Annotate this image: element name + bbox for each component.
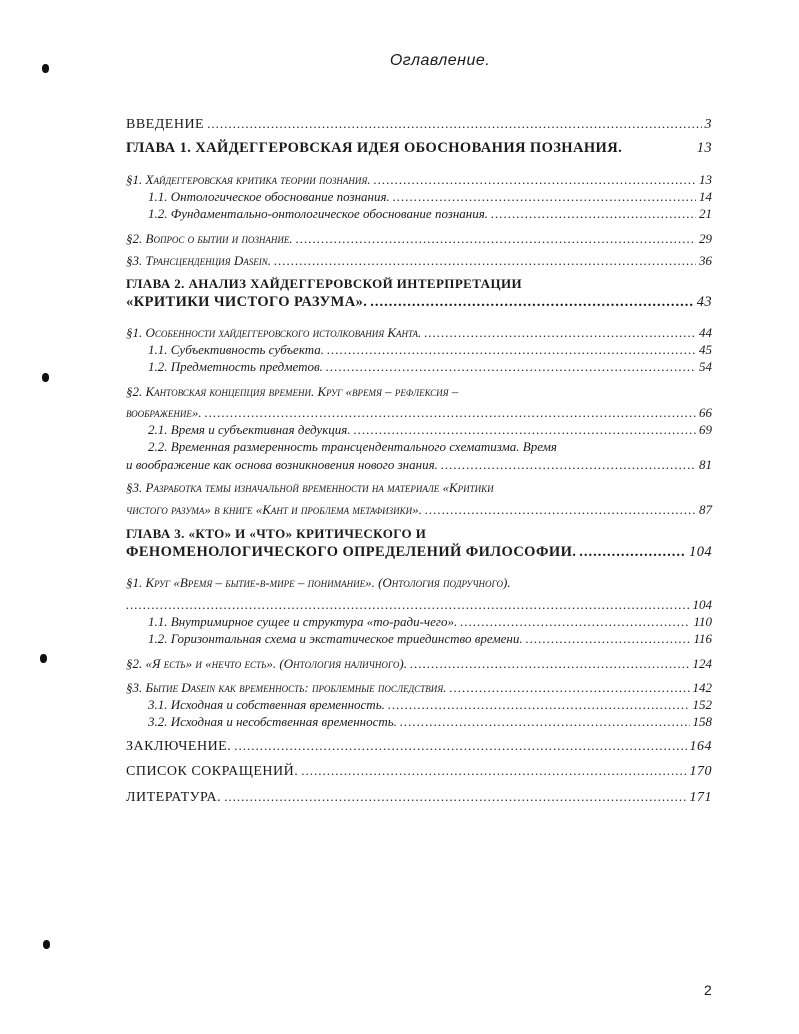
page-number: 2 — [704, 982, 712, 998]
page-ref: 104 — [689, 544, 712, 560]
toc-entry-section-title[interactable]: §1. Круг «Время – бытие-в-мире – понимание». (Онтология подручного). — [126, 575, 511, 590]
binder-hole-mark — [42, 373, 49, 382]
page-ref: 29 — [699, 231, 712, 246]
toc-entry-chapter-3-title[interactable]: ГЛАВА 3. «КТО» И «ЧТО» КРИТИЧЕСКОГО И — [126, 526, 427, 541]
toc-entry-subsection[interactable]: 1.2. Фундаментально-онтологическое обоснование познания. ..... 21 — [126, 206, 712, 222]
toc-entry-section[interactable]: §1. Особенности хайдеггеровского истолкования Канта. ..... 44 — [126, 325, 712, 341]
toc-entry-section[interactable]: §2. Вопрос о бытии и познание. ..... 29 — [126, 231, 712, 247]
page-ref: 116 — [693, 631, 712, 646]
toc-entry-chapter-3[interactable]: ФЕНОМЕНОЛОГИЧЕСКОГО ОПРЕДЕЛЕНИЙ ФИЛОСОФИИ. ..... 104 — [126, 544, 712, 560]
toc-entry-chapter-1[interactable]: ГЛАВА 1. ХАЙДЕГГЕРОВСКАЯ ИДЕЯ ОБОСНОВАНИЯ ПОЗНАНИЯ. 13 — [126, 140, 712, 156]
page-ref: 21 — [699, 206, 712, 221]
toc-entry-section[interactable]: §2. «Я есть» и «нечто есть». (Онтология наличного). ..... 124 — [126, 656, 712, 672]
toc-entry-chapter-2-title[interactable]: ГЛАВА 2. АНАЛИЗ ХАЙДЕГГЕРОВСКОЙ ИНТЕРПРЕТАЦИИ — [126, 276, 522, 291]
page-ref: 164 — [689, 739, 712, 754]
toc-entry-section[interactable]: §1. Хайдеггеровская критика теории познания. ..... 13 — [126, 172, 712, 188]
page-ref: 13 — [696, 140, 712, 156]
page-ref: 43 — [696, 294, 712, 310]
toc-entry-section[interactable]: §3. Бытие Dasein как временность: проблемные последствия. ..... 142 — [126, 680, 712, 696]
page-ref: 3 — [704, 117, 712, 132]
toc-entry-section-title[interactable]: §3. Разработка темы изначальной временности на материале «Критики — [126, 480, 494, 495]
toc-entry-chapter-2[interactable]: «КРИТИКИ ЧИСТОГО РАЗУМА». ..... 43 — [126, 294, 712, 310]
toc-entry-subsection[interactable]: 1.2. Предметность предметов. ..... 54 — [126, 359, 712, 375]
page-ref: 170 — [689, 764, 712, 779]
toc-entry-subsection[interactable]: 1.1. Внутримирное сущее и структура «то-ради-чего». ..... 110 — [126, 614, 712, 630]
binder-hole-mark — [43, 940, 50, 949]
toc-entry-subsection[interactable]: 1.1. Онтологическое обоснование познания. ..... 14 — [126, 189, 712, 205]
toc-entry-subsection[interactable]: 1.2. Горизонтальная схема и экстатическое триединство времени. ..... 116 — [126, 631, 712, 647]
toc-entry-section[interactable]: §3. Трансценденция Dasein. ..... 36 — [126, 253, 712, 269]
binder-hole-mark — [42, 64, 49, 73]
toc-entry-subsection[interactable]: 1.1. Субъективность субъекта. ..... 45 — [126, 342, 712, 358]
page-ref: 152 — [692, 697, 712, 712]
toc-entry-abbreviations[interactable]: СПИСОК СОКРАЩЕНИЙ. ..... 170 — [126, 763, 712, 780]
toc-entry-subsection[interactable]: и воображение как основа возникновения нового знания. ..... 81 — [126, 457, 712, 473]
page-ref: 69 — [699, 422, 712, 437]
page-ref: 124 — [692, 656, 712, 671]
page-ref: 158 — [692, 714, 712, 729]
page-ref: 54 — [699, 359, 712, 374]
page-ref: 87 — [699, 502, 712, 517]
toc-entry-conclusion[interactable]: ЗАКЛЮЧЕНИЕ. ..... 164 — [126, 738, 712, 755]
binder-hole-mark — [40, 654, 47, 663]
page-ref: 81 — [699, 457, 712, 472]
page-ref: 44 — [699, 325, 712, 340]
page-ref: 110 — [693, 614, 712, 629]
page-ref: 13 — [699, 172, 712, 187]
page-ref: 142 — [692, 680, 712, 695]
page-ref: 36 — [699, 253, 712, 268]
toc-entry-section[interactable]: чистого разума» в книге «Кант и проблема метафизики». ..... 87 — [126, 502, 712, 518]
toc-entry-subsection[interactable]: 2.1. Время и субъективная дедукция. ..... 69 — [126, 422, 712, 438]
toc-entry-section-title[interactable]: §2. Кантовская концепция времени. Круг «время – рефлексия – — [126, 384, 459, 399]
toc-entry-subsection-title[interactable]: 2.2. Временная размеренность трансцендентального схематизма. Время — [148, 439, 557, 454]
page-ref: 45 — [699, 342, 712, 357]
page-ref: 171 — [689, 790, 712, 805]
page-ref: 104 — [692, 597, 712, 612]
toc-entry-introduction[interactable]: ВВЕДЕНИЕ ..... 3 — [126, 116, 712, 133]
page-title: Оглавление. — [389, 52, 491, 69]
page-ref: 14 — [699, 189, 712, 204]
toc-entry-section[interactable] — [126, 597, 712, 613]
toc-entry-section[interactable]: воображение». ..... 66 — [126, 405, 712, 421]
toc-entry-subsection[interactable]: 3.2. Исходная и несобственная временность. ..... 158 — [126, 714, 712, 730]
toc-entry-literature[interactable]: ЛИТЕРАТУРА. ..... 171 — [126, 789, 712, 806]
page-ref: 66 — [699, 405, 712, 420]
toc-entry-subsection[interactable]: 3.1. Исходная и собственная временность. ..... 152 — [126, 697, 712, 713]
